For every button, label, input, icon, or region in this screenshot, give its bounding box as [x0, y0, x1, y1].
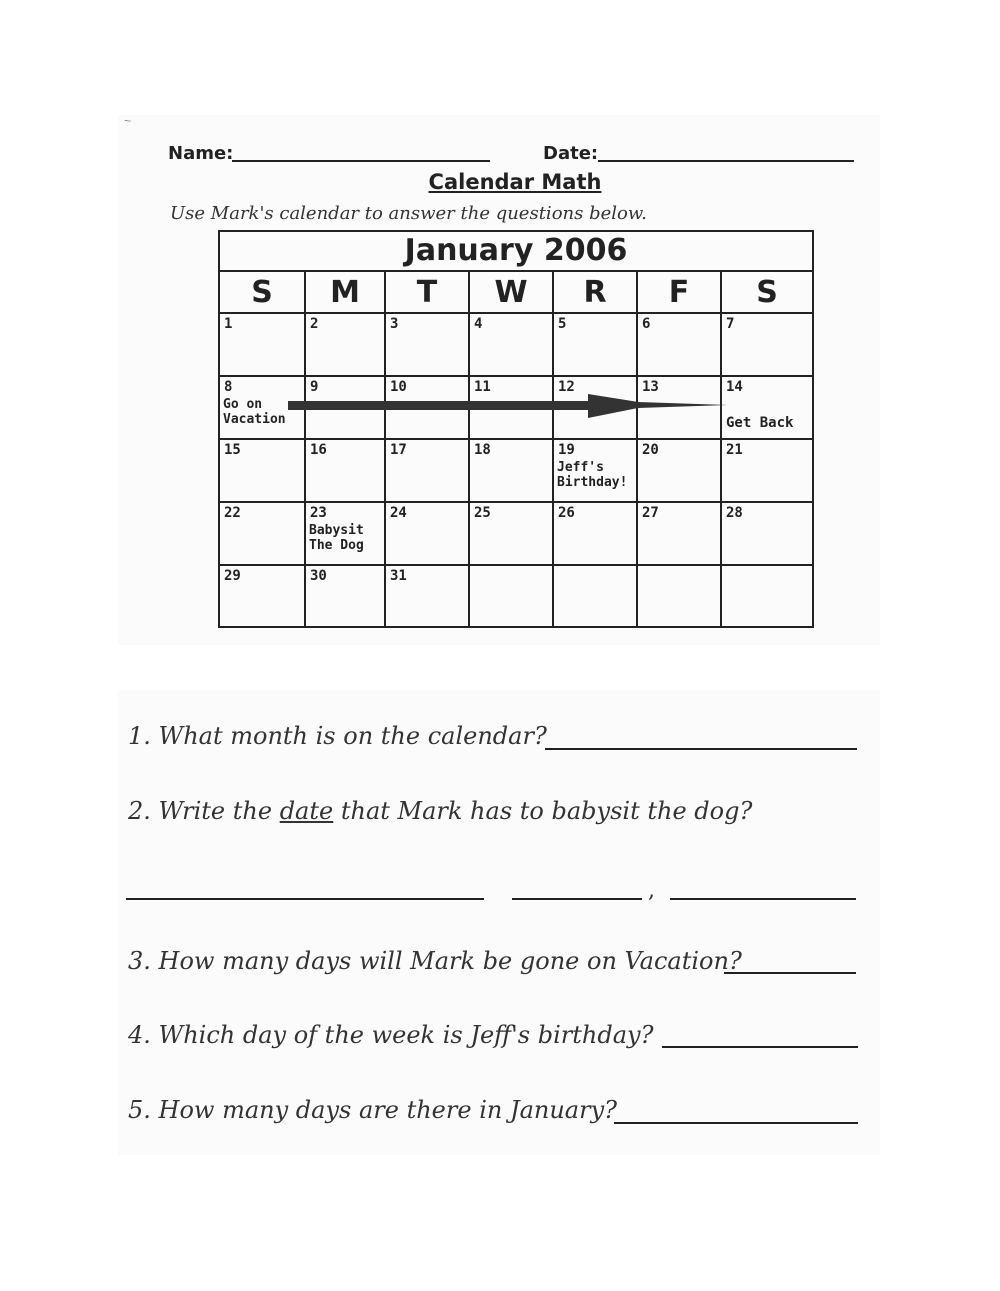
- day-number: 25: [474, 505, 491, 521]
- day-number: 14: [726, 379, 743, 395]
- weekday-header: F: [638, 272, 722, 314]
- calendar-grid: [220, 272, 812, 628]
- answer-line-2-month[interactable]: [126, 898, 484, 900]
- question-2-suffix: that Mark has to babysit the dog?: [333, 797, 753, 825]
- day-number: 16: [310, 442, 327, 458]
- day-number: 21: [726, 442, 743, 458]
- day-number: 22: [224, 505, 241, 521]
- vacation-arrow-icon: [288, 392, 728, 420]
- calendar-day-cell: [306, 503, 386, 566]
- day-number: 29: [224, 568, 241, 584]
- calendar-day-cell: [386, 566, 470, 628]
- vacation-end-note: Get Back: [726, 415, 794, 431]
- day-number: 31: [390, 568, 407, 584]
- calendar-day-cell: [638, 314, 722, 377]
- calendar-day-cell: [722, 377, 812, 440]
- calendar-day-cell: [306, 566, 386, 628]
- weekday-header: W: [470, 272, 554, 314]
- calendar-day-cell: [386, 314, 470, 377]
- calendar-day-cell: [220, 314, 306, 377]
- day-number: 5: [558, 316, 567, 332]
- calendar-day-cell: [306, 440, 386, 503]
- calendar: [218, 230, 814, 628]
- answer-line-4[interactable]: [662, 1046, 858, 1048]
- calendar-day-cell: [638, 440, 722, 503]
- weekday-header: M: [306, 272, 386, 314]
- day-number: 9: [310, 379, 319, 395]
- day-number: 13: [642, 379, 659, 395]
- day-number: 8: [224, 379, 233, 395]
- calendar-day-cell: [220, 503, 306, 566]
- question-2-underlined: date: [279, 797, 334, 825]
- day-number: 4: [474, 316, 483, 332]
- calendar-day-cell: [554, 440, 638, 503]
- date-label: Date:: [543, 143, 599, 164]
- calendar-day-cell: [386, 440, 470, 503]
- calendar-day-cell: [638, 566, 722, 628]
- day-number: 11: [474, 379, 491, 395]
- weekday-header: T: [386, 272, 470, 314]
- question-4: 4. Which day of the week is Jeff's birthday?: [128, 1021, 654, 1049]
- day-number: 24: [390, 505, 407, 521]
- day-number: 30: [310, 568, 327, 584]
- day-number: 10: [390, 379, 407, 395]
- question-5: 5. How many days are there in January?: [128, 1096, 617, 1124]
- calendar-day-cell: [470, 503, 554, 566]
- calendar-day-cell: [722, 440, 812, 503]
- answer-line-3[interactable]: [724, 972, 856, 974]
- day-number: 15: [224, 442, 241, 458]
- name-label: Name:: [168, 143, 234, 164]
- day-number: 6: [642, 316, 651, 332]
- question-1: 1. What month is on the calendar?: [128, 722, 547, 750]
- calendar-day-cell: [722, 503, 812, 566]
- weekday-header: S: [722, 272, 812, 314]
- calendar-month-title: January 2006: [220, 232, 812, 272]
- day-number: 28: [726, 505, 743, 521]
- calendar-day-cell: [220, 566, 306, 628]
- day-number: 12: [558, 379, 575, 395]
- worksheet-questions-area: [118, 690, 880, 1155]
- scan-speck: ~: [124, 114, 132, 128]
- weekday-header: S: [220, 272, 306, 314]
- calendar-day-cell: [470, 566, 554, 628]
- day-number: 1: [224, 316, 233, 332]
- calendar-day-cell: [554, 503, 638, 566]
- date-comma: ,: [648, 878, 655, 903]
- day-number: 19: [558, 442, 575, 458]
- answer-line-2-day[interactable]: [512, 898, 642, 900]
- calendar-day-cell: [638, 503, 722, 566]
- date-answer-line[interactable]: [598, 160, 854, 162]
- calendar-day-cell: [722, 566, 812, 628]
- answer-line-2-year[interactable]: [670, 898, 856, 900]
- worksheet-title: Calendar Math: [428, 170, 602, 194]
- question-3: 3. How many days will Mark be gone on Vacation?: [128, 947, 742, 975]
- question-2: [128, 797, 752, 825]
- name-answer-line[interactable]: [232, 160, 490, 162]
- calendar-day-cell: [386, 503, 470, 566]
- vacation-start-note: Go on Vacation: [223, 397, 286, 427]
- day-number: 26: [558, 505, 575, 521]
- calendar-day-cell: [554, 314, 638, 377]
- instructions-text: Use Mark's calendar to answer the questions below.: [170, 203, 647, 224]
- day-number: 20: [642, 442, 659, 458]
- calendar-day-cell: [470, 440, 554, 503]
- calendar-day-cell: [306, 314, 386, 377]
- weekday-header: R: [554, 272, 638, 314]
- day-number: 3: [390, 316, 399, 332]
- calendar-day-cell: [220, 440, 306, 503]
- question-2-prefix: 2. Write the: [128, 797, 280, 825]
- calendar-day-cell: [470, 314, 554, 377]
- calendar-day-cell: [722, 314, 812, 377]
- day-number: 23: [310, 505, 327, 521]
- day-number: 7: [726, 316, 735, 332]
- babysit-note: Babysit The Dog: [309, 523, 364, 553]
- calendar-day-cell: [554, 566, 638, 628]
- day-number: 2: [310, 316, 319, 332]
- day-number: 17: [390, 442, 407, 458]
- answer-line-1[interactable]: [545, 748, 857, 750]
- birthday-note: Jeff's Birthday!: [557, 460, 628, 490]
- day-number: 18: [474, 442, 491, 458]
- answer-line-5[interactable]: [614, 1122, 858, 1124]
- day-number: 27: [642, 505, 659, 521]
